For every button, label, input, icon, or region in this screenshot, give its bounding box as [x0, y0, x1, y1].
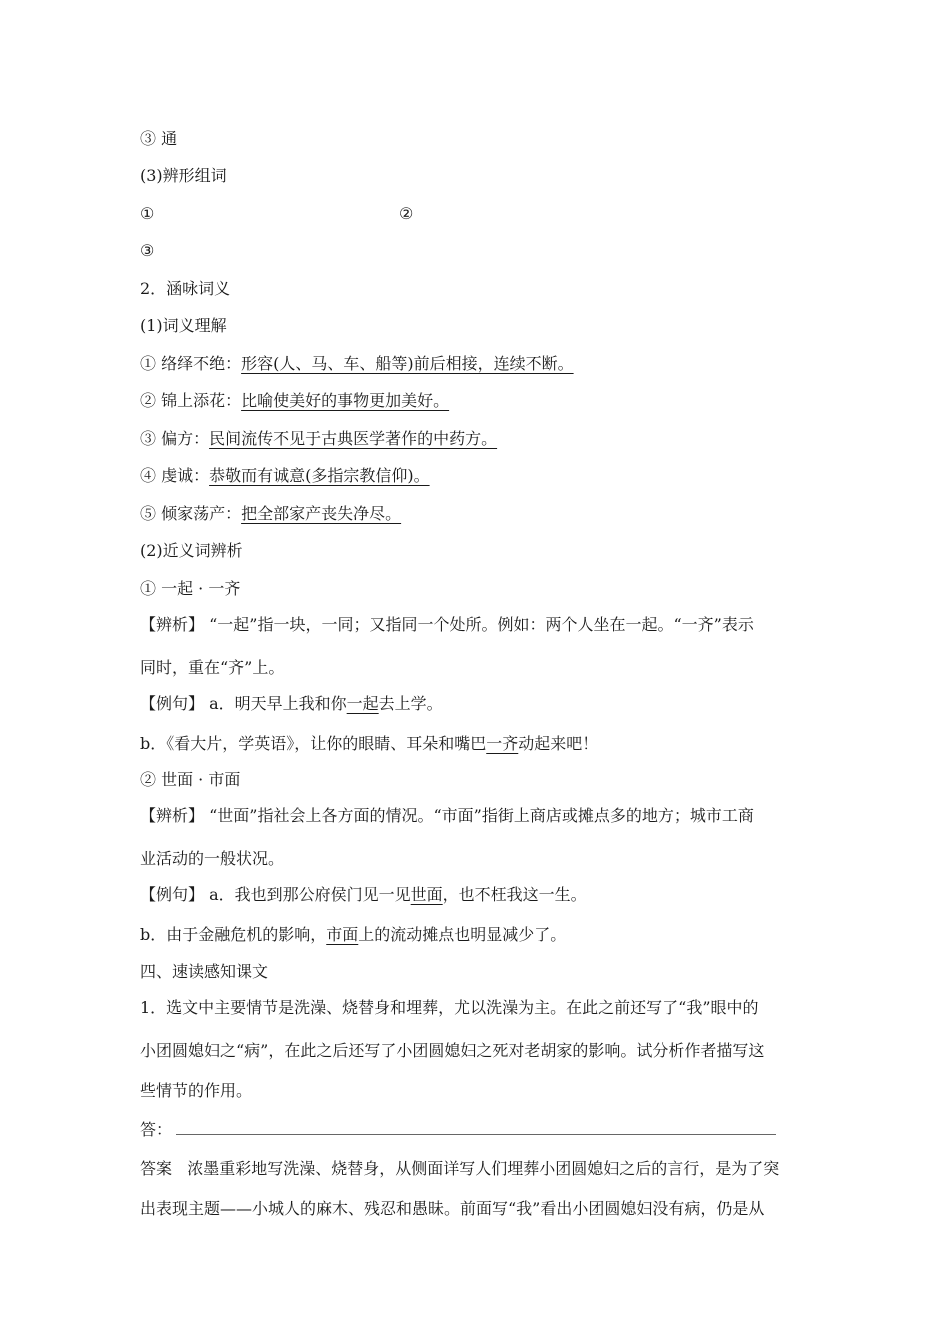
answer-key [140, 1158, 779, 1180]
definition-term: ② 锦上添花： [140, 391, 242, 410]
example-keyword: 一起 [346, 694, 379, 713]
definition-term: ④ 虔诚： [140, 466, 210, 485]
answer-key-text: 浓墨重彩地写洗澡、烧替身，从侧面详写人们埋葬小团圆媳妇之后的言行，是为了突 [187, 1159, 780, 1178]
heading-hanyong: 2．涵咏词义 [140, 279, 231, 298]
pair-2-analysis-cont: 业活动的一般状况。 [140, 849, 285, 868]
example-text: a．我也到那公府侯门见一见 [209, 885, 411, 904]
example-text: b．由于金融危机的影响， [140, 925, 327, 944]
pair-1-analysis-cont: 同时，重在“齐”上。 [140, 658, 285, 677]
example-text: b．《看大片，学英语》，让你的眼睛、耳朵和嘴巴 [140, 734, 487, 753]
analysis-text: “世面”指社会上各方面的情况。“市面”指街上商店或摊点多的地方；城市工商 [209, 806, 754, 825]
definition-term: ③ 偏方： [140, 429, 210, 448]
heading-jinyici: (2)近义词辨析 [140, 541, 243, 560]
pair-1-example-b [140, 733, 598, 755]
example-label: 【例句】 [140, 694, 205, 713]
analysis-label: 【辨析】 [140, 806, 205, 825]
pair-2-title: ② 世面 · 市面 [140, 770, 241, 789]
definition-item [140, 390, 449, 412]
pair-1-example-a [140, 693, 443, 715]
example-text: ，也不枉我这一生。 [442, 885, 587, 904]
heading-sudu: 四、速读感知课文 [140, 962, 269, 981]
answer-label: 答： [140, 1120, 173, 1139]
definition-text: 民间流传不见于古典医学著作的中药方。 [209, 429, 498, 448]
pair-2-analysis [140, 805, 754, 827]
blank-2: ② [399, 204, 414, 223]
analysis-text: “一起”指一块，一同；又指同一个处所。例如：两个人坐在一起。“一齐”表示 [209, 615, 754, 634]
question-1-cont: 小团圆媳妇之“病”，在此之后还写了小团圆媳妇之死对老胡家的影响。试分析作者描写这 [140, 1041, 765, 1060]
definition-item [140, 353, 574, 375]
definition-text: 比喻使美好的事物更加美好。 [241, 391, 450, 410]
pair-2-example-b [140, 924, 566, 946]
answer-key-label: 答案 [140, 1159, 173, 1178]
definition-text: 形容(人、马、车、船等)前后相接，连续不断。 [241, 354, 574, 373]
blank-3: ③ [140, 241, 155, 260]
example-keyword: 世面 [410, 885, 443, 904]
pair-1-analysis [140, 614, 754, 636]
definition-text: 恭敬而有诚意(多指宗教信仰)。 [209, 466, 430, 485]
answer-blank-line[interactable] [176, 1134, 776, 1135]
blank-1: ① [140, 204, 155, 223]
example-text: 去上学。 [378, 694, 443, 713]
example-label: 【例句】 [140, 885, 205, 904]
example-keyword: 一齐 [486, 734, 519, 753]
question-1: 1．选文中主要情节是洗澡、烧替身和埋葬，尤以洗澡为主。在此之前还写了“我”眼中的 [140, 998, 759, 1017]
heading-ciyi: (1)词义理解 [140, 316, 227, 335]
example-text: 动起来吧！ [518, 734, 599, 753]
example-text: 上的流动摊点也明显减少了。 [358, 925, 567, 944]
item-3-tong: ③ 通 [140, 129, 178, 148]
pair-1-title: ① 一起 · 一齐 [140, 579, 241, 598]
example-keyword: 市面 [326, 925, 359, 944]
definition-item [140, 465, 430, 487]
definition-item [140, 428, 497, 450]
pair-2-example-a [140, 884, 587, 906]
heading-bianxing: (3)辨形组词 [140, 166, 227, 185]
answer-key-cont: 出表现主题——小城人的麻木、残忍和愚昧。前面写“我”看出小团圆媳妇没有病，仍是从 [140, 1199, 765, 1218]
definition-term: ⑤ 倾家荡产： [140, 504, 242, 523]
definition-text: 把全部家产丧失净尽。 [241, 504, 402, 523]
definition-item [140, 503, 401, 525]
definition-term: ① 络绎不绝： [140, 354, 242, 373]
example-text: a．明天早上我和你 [209, 694, 347, 713]
question-1-cont: 些情节的作用。 [140, 1081, 253, 1100]
analysis-label: 【辨析】 [140, 615, 205, 634]
